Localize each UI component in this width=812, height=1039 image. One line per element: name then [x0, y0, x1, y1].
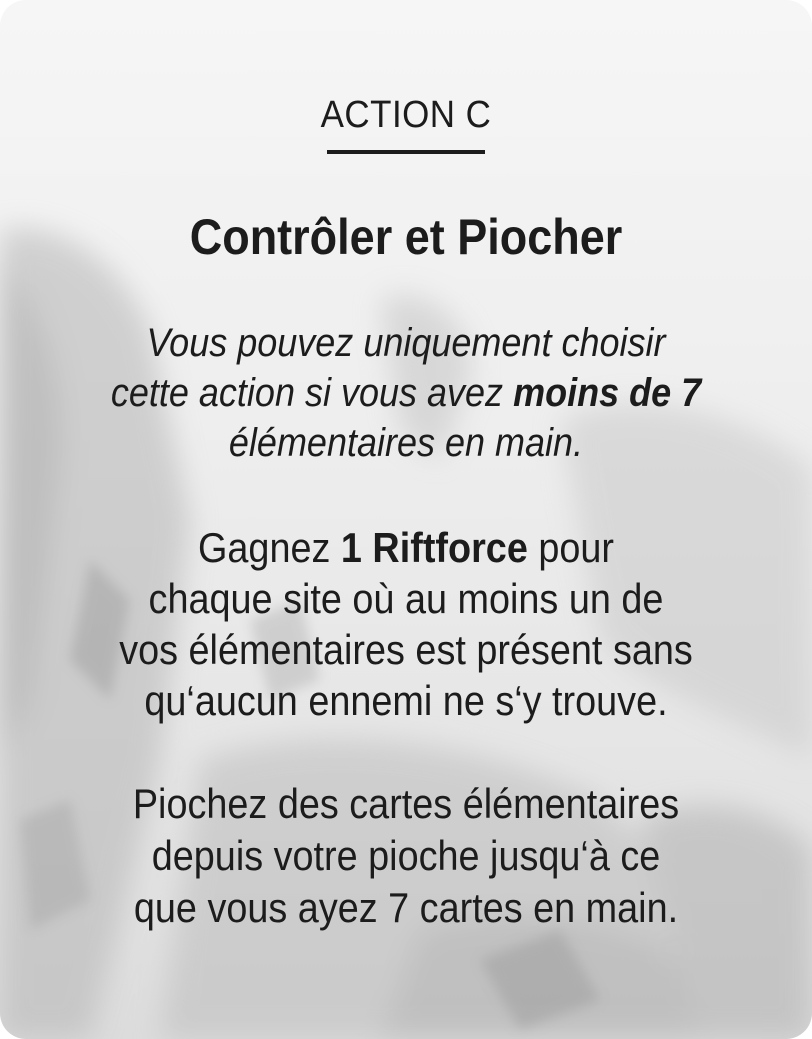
draw-line-3: que vous ayez 7 cartes en main. [133, 884, 679, 931]
condition-line-3: élémentaires en main. [228, 421, 584, 465]
reward-line-4: qu‘aucun ennemi ne s‘y trouve. [144, 677, 668, 724]
reward-line-1-start: Gagnez [198, 524, 341, 571]
condition-line-2 [41, 368, 772, 418]
reward-highlight: 1 Riftforce [340, 524, 528, 571]
reward-line-2: chaque site où au moins un de [148, 575, 664, 622]
reward-line-3: vos élémentaires est présent sans [119, 626, 693, 673]
action-underline [327, 150, 485, 154]
reward-line-1 [41, 522, 772, 573]
reward-line-1-end: pour [527, 524, 614, 571]
condition-text [41, 318, 772, 468]
condition-highlight: moins de 7 [513, 371, 702, 415]
draw-line-1: Piochez des cartes élémentaires [132, 780, 680, 827]
reward-text [41, 522, 772, 726]
condition-line-1: Vous pouvez uniquement choisir [146, 321, 666, 365]
condition-line-2-text: cette action si vous avez [110, 371, 514, 415]
draw-line-2: depuis votre pioche jusqu‘à ce [151, 832, 661, 879]
draw-text [41, 778, 772, 934]
card-title: Contrôler et Piocher [189, 209, 623, 265]
action-label: ACTION C [320, 94, 492, 136]
